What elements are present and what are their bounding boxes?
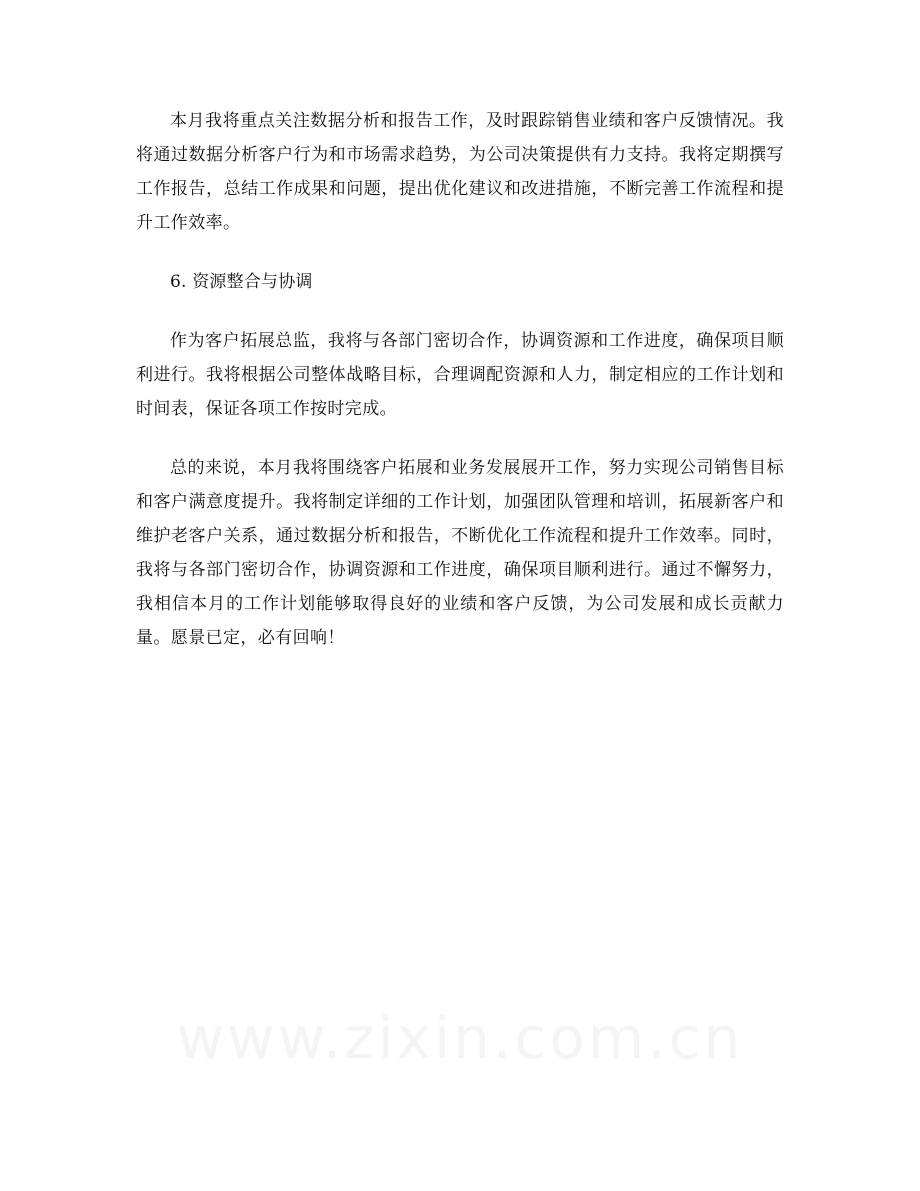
watermark: www.zixin.com.cn xyxy=(176,1004,744,1072)
section-heading-resource-coordination: 6. 资源整合与协调 xyxy=(170,272,313,292)
paragraph-data-analysis: 本月我将重点关注数据分析和报告工作，及时跟踪销售业绩和客户反馈情况。我将通过数据分析客户行为和市场需求趋势，为公司决策提供有力支持。我将定期撰写工作报告，总结工作成果和问题，提出优化建议和改进措施，不断完善工作流程和提升工作效率。 xyxy=(136,111,784,233)
paragraph-summary: 总的来说，本月我将围绕客户拓展和业务发展展开工作，努力实现公司销售目标和客户满意度提升。我将制定详细的工作计划，加强团队管理和培训，拓展新客户和维护老客户关系，通过数据分析和报告，不断优化工作流程和提升工作效率。同时，我将与各部门密切合作，协调资源和工作进度，确保项目顺利进行。通过不懈努力，我相信本月的工作计划能够取得良好的业绩和客户反馈，为公司发展和成长贡献力量。愿景已定，必有回响！ xyxy=(136,458,784,648)
document-body xyxy=(136,104,784,655)
paragraph-resource-coordination: 作为客户拓展总监，我将与各部门密切合作，协调资源和工作进度，确保项目顺利进行。我将根据公司整体战略目标，合理调配资源和人力，制定相应的工作计划和时间表，保证各项工作按时完成。 xyxy=(136,331,784,419)
